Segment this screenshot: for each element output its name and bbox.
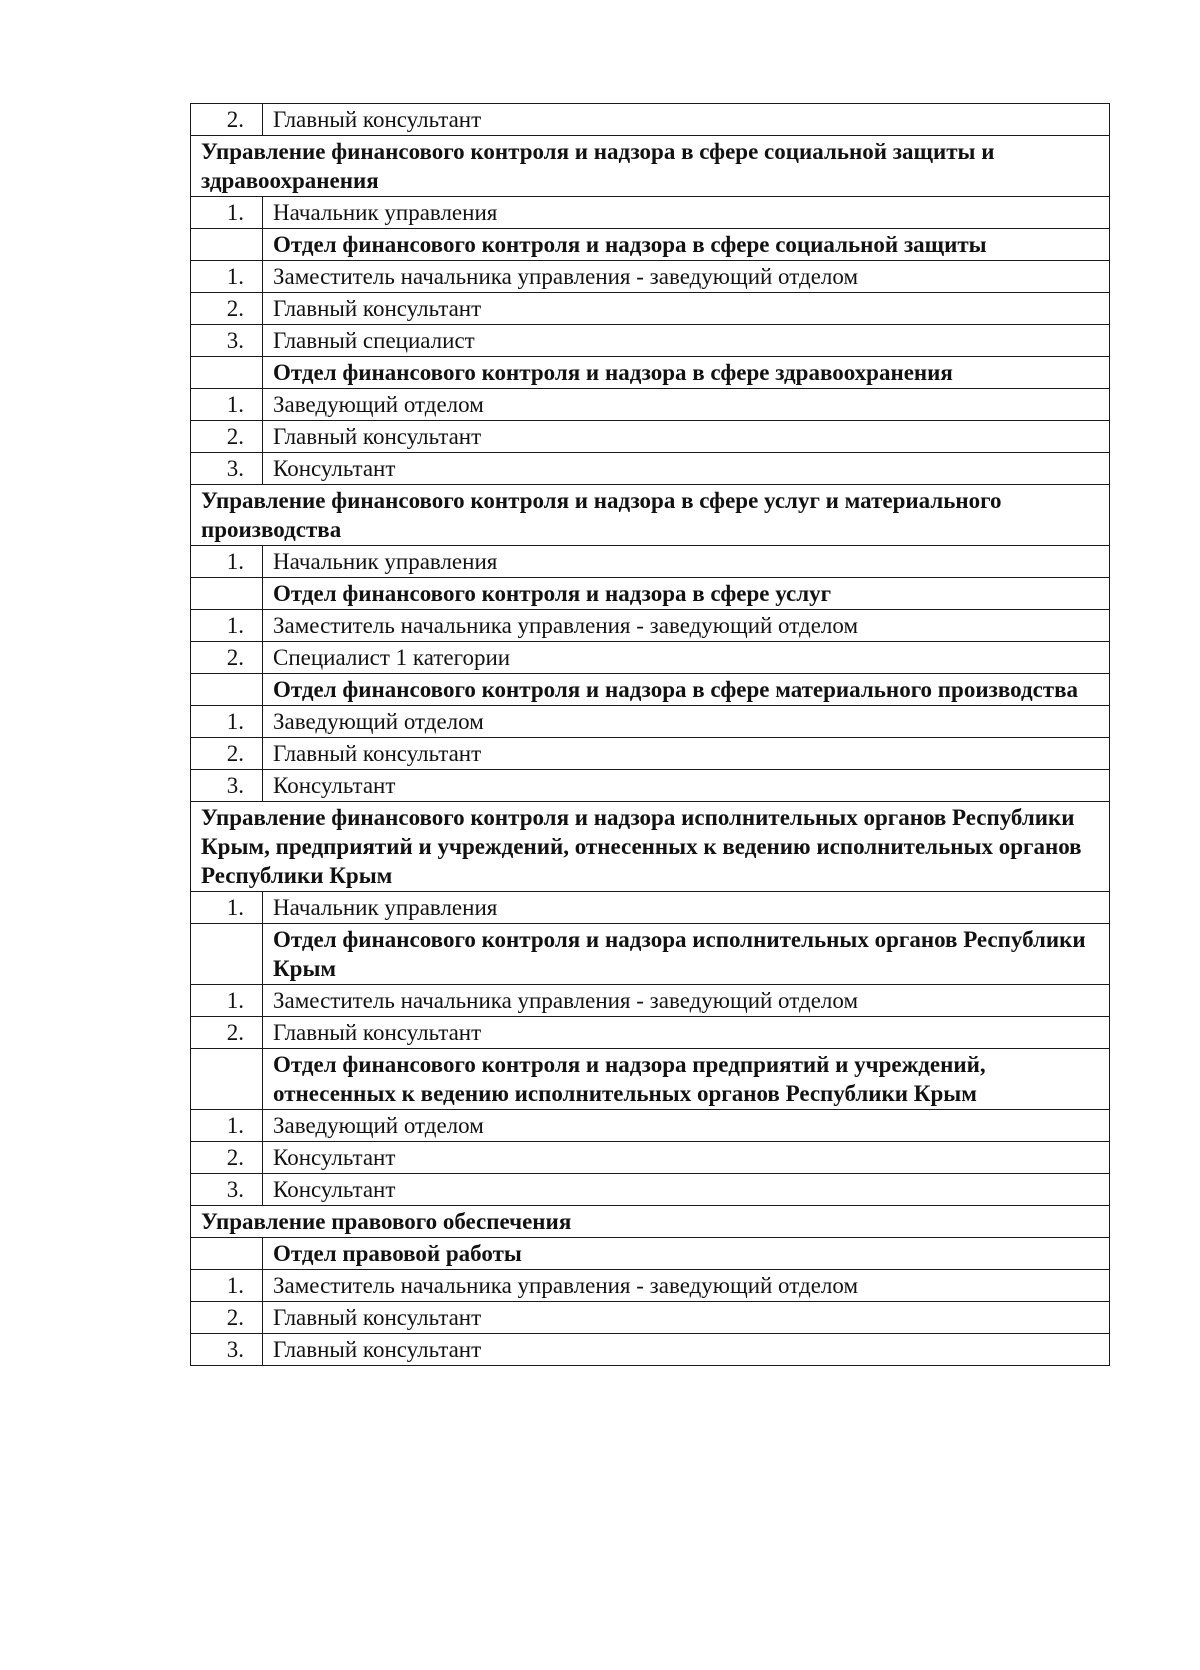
position-number: 1. bbox=[191, 546, 263, 578]
position-row bbox=[191, 104, 1110, 136]
position-title: Начальник управления bbox=[263, 892, 1110, 924]
position-number: 1. bbox=[191, 1110, 263, 1142]
position-number: 1. bbox=[191, 1270, 263, 1302]
position-number: 2. bbox=[191, 1017, 263, 1049]
empty-number-cell bbox=[191, 1049, 263, 1110]
position-title: Консультант bbox=[263, 770, 1110, 802]
department-title: Отдел финансового контроля и надзора в сфере здравоохранения bbox=[263, 357, 1110, 389]
department-header-row bbox=[191, 229, 1110, 261]
section-title: Управление финансового контроля и надзора в сфере услуг и материального производства bbox=[191, 485, 1110, 546]
position-row bbox=[191, 1302, 1110, 1334]
empty-number-cell bbox=[191, 357, 263, 389]
position-title: Заместитель начальника управления - заведующий отделом bbox=[263, 985, 1110, 1017]
position-title: Главный консультант bbox=[263, 1302, 1110, 1334]
section-title: Управление финансового контроля и надзора в сфере социальной защиты и здравоохранения bbox=[191, 136, 1110, 197]
position-number: 2. bbox=[191, 642, 263, 674]
position-number: 2. bbox=[191, 104, 263, 136]
position-row bbox=[191, 610, 1110, 642]
department-header-row bbox=[191, 357, 1110, 389]
position-row bbox=[191, 1142, 1110, 1174]
position-title: Главный консультант bbox=[263, 1334, 1110, 1366]
department-header-row bbox=[191, 578, 1110, 610]
section-header-row bbox=[191, 485, 1110, 546]
department-header-row bbox=[191, 674, 1110, 706]
position-title: Консультант bbox=[263, 1174, 1110, 1206]
department-title: Отдел финансового контроля и надзора в сфере социальной защиты bbox=[263, 229, 1110, 261]
position-row bbox=[191, 985, 1110, 1017]
position-row bbox=[191, 1017, 1110, 1049]
position-number: 3. bbox=[191, 1174, 263, 1206]
position-number: 2. bbox=[191, 293, 263, 325]
section-header-row bbox=[191, 802, 1110, 892]
position-title: Заместитель начальника управления - заведующий отделом bbox=[263, 610, 1110, 642]
empty-number-cell bbox=[191, 229, 263, 261]
position-row bbox=[191, 389, 1110, 421]
department-header-row bbox=[191, 924, 1110, 985]
position-row bbox=[191, 642, 1110, 674]
position-title: Начальник управления bbox=[263, 197, 1110, 229]
empty-number-cell bbox=[191, 924, 263, 985]
position-title: Начальник управления bbox=[263, 546, 1110, 578]
position-number: 3. bbox=[191, 1334, 263, 1366]
position-title: Заведующий отделом bbox=[263, 1110, 1110, 1142]
position-number: 1. bbox=[191, 389, 263, 421]
position-title: Главный консультант bbox=[263, 1017, 1110, 1049]
section-title: Управление правового обеспечения bbox=[191, 1206, 1110, 1238]
position-row bbox=[191, 325, 1110, 357]
position-title: Главный консультант bbox=[263, 421, 1110, 453]
position-row bbox=[191, 293, 1110, 325]
position-title: Заведующий отделом bbox=[263, 706, 1110, 738]
position-number: 1. bbox=[191, 892, 263, 924]
position-number: 1. bbox=[191, 985, 263, 1017]
position-title: Главный консультант bbox=[263, 293, 1110, 325]
section-header-row bbox=[191, 136, 1110, 197]
department-header-row bbox=[191, 1238, 1110, 1270]
section-header-row bbox=[191, 1206, 1110, 1238]
position-number: 1. bbox=[191, 261, 263, 293]
position-row bbox=[191, 453, 1110, 485]
position-title: Консультант bbox=[263, 1142, 1110, 1174]
department-title: Отдел правовой работы bbox=[263, 1238, 1110, 1270]
position-number: 2. bbox=[191, 1302, 263, 1334]
position-row bbox=[191, 1270, 1110, 1302]
position-title: Заместитель начальника управления - заведующий отделом bbox=[263, 261, 1110, 293]
empty-number-cell bbox=[191, 578, 263, 610]
position-number: 1. bbox=[191, 610, 263, 642]
position-row bbox=[191, 706, 1110, 738]
position-row bbox=[191, 1174, 1110, 1206]
department-header-row bbox=[191, 1049, 1110, 1110]
position-row bbox=[191, 546, 1110, 578]
position-title: Заведующий отделом bbox=[263, 389, 1110, 421]
staffing-table bbox=[190, 103, 1110, 1366]
position-number: 3. bbox=[191, 325, 263, 357]
position-title: Заместитель начальника управления - заведующий отделом bbox=[263, 1270, 1110, 1302]
department-title: Отдел финансового контроля и надзора в сфере услуг bbox=[263, 578, 1110, 610]
department-title: Отдел финансового контроля и надзора в сфере материального производства bbox=[263, 674, 1110, 706]
position-row bbox=[191, 770, 1110, 802]
position-number: 1. bbox=[191, 706, 263, 738]
staffing-table-body bbox=[191, 104, 1110, 1366]
position-row bbox=[191, 421, 1110, 453]
position-row bbox=[191, 892, 1110, 924]
position-number: 1. bbox=[191, 197, 263, 229]
position-number: 3. bbox=[191, 453, 263, 485]
position-title: Главный консультант bbox=[263, 104, 1110, 136]
position-title: Главный специалист bbox=[263, 325, 1110, 357]
department-title: Отдел финансового контроля и надзора предприятий и учреждений, отнесенных к ведению исполнительных органов Республики Крым bbox=[263, 1049, 1110, 1110]
position-number: 2. bbox=[191, 421, 263, 453]
position-row bbox=[191, 738, 1110, 770]
position-number: 2. bbox=[191, 1142, 263, 1174]
position-title: Специалист 1 категории bbox=[263, 642, 1110, 674]
position-row bbox=[191, 197, 1110, 229]
empty-number-cell bbox=[191, 674, 263, 706]
department-title: Отдел финансового контроля и надзора исполнительных органов Республики Крым bbox=[263, 924, 1110, 985]
position-row bbox=[191, 1334, 1110, 1366]
position-row bbox=[191, 261, 1110, 293]
position-number: 2. bbox=[191, 738, 263, 770]
position-title: Главный консультант bbox=[263, 738, 1110, 770]
position-row bbox=[191, 1110, 1110, 1142]
position-title: Консультант bbox=[263, 453, 1110, 485]
section-title: Управление финансового контроля и надзора исполнительных органов Республики Крым, предприятий и учреждений, отнесенных к ведению исполнительных органов Республики Крым bbox=[191, 802, 1110, 892]
empty-number-cell bbox=[191, 1238, 263, 1270]
position-number: 3. bbox=[191, 770, 263, 802]
